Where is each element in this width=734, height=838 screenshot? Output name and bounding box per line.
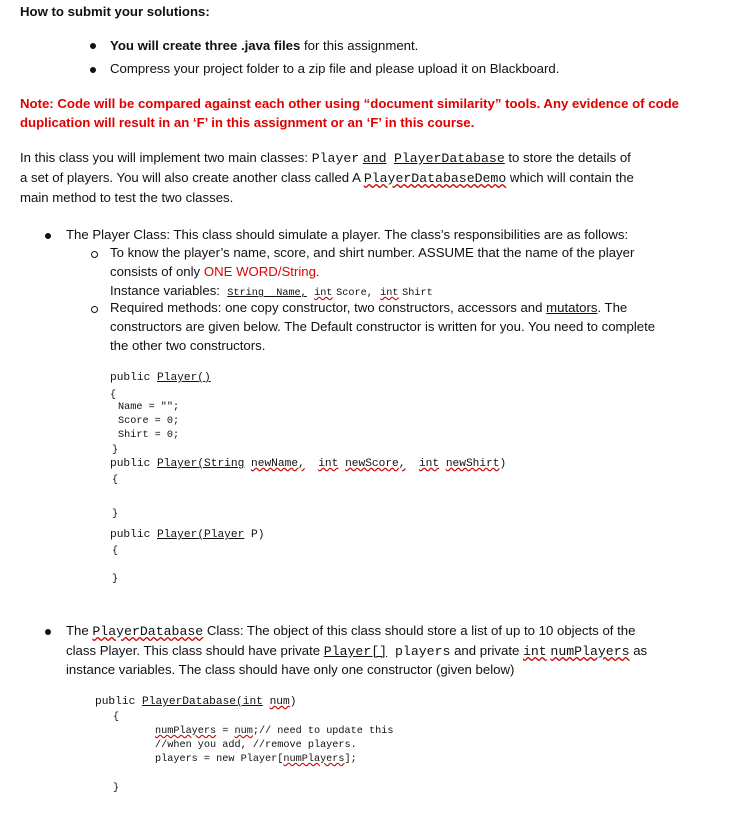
bullet-dot-icon [45, 629, 51, 635]
code-stmt: players = new Player[ [155, 754, 284, 765]
player-sub2-line3: the other two constructors. [110, 338, 266, 353]
code-signature: (int [236, 696, 263, 708]
code-type: int [418, 458, 440, 470]
code-brace: { [112, 475, 119, 486]
code-signature: (String [197, 458, 245, 470]
code-player: Player [311, 151, 360, 166]
code-paren: ) [499, 458, 507, 470]
intro-text: which will contain the [506, 170, 634, 185]
note-line-1: Note: Code will be compared against each other using “document similarity” tools. Any evidence of code [20, 96, 680, 111]
bullet-dot-icon [90, 67, 96, 73]
db-class-line-3: instance variables. The class should have only one constructor (given below) [66, 662, 515, 677]
code-stmt: ]; [344, 754, 357, 765]
code-arg: newScore, [345, 458, 406, 470]
db-text: class Player. This class should have private [66, 643, 324, 658]
sub2-text: . The [597, 300, 628, 315]
one-word-emphasis: ONE WORD/String. [203, 264, 320, 279]
code-playerdatabase: PlayerDatabase [92, 624, 204, 639]
db-text: Class: The object of this class should store a list of up to 10 objects of the [203, 623, 636, 638]
code-comment: ;// need to update this [252, 726, 394, 737]
code-type: int [318, 458, 339, 470]
code-int: int [522, 644, 547, 659]
code-line [155, 726, 393, 737]
code-line: Score = 0; [118, 416, 180, 427]
code-players: players [387, 644, 451, 659]
intro-line-1 [20, 150, 631, 166]
code-signature: Player [157, 458, 198, 470]
instance-variables-label: Instance variables: [110, 283, 220, 298]
bullet-dot-icon [90, 43, 96, 49]
iv-type: String [227, 288, 264, 299]
code-signature: (Player [197, 529, 245, 541]
submission-bullet-1-bold: You will create three .java files [110, 38, 301, 53]
player-sub1-line2 [110, 264, 320, 279]
code-numplayers: numPlayers [550, 644, 630, 659]
code-arg: newShirt [445, 458, 500, 470]
mutators-word: mutators [546, 300, 598, 315]
code-arg: num [269, 696, 290, 708]
code-arg: newName, [251, 458, 305, 470]
iv-name: Score, [336, 288, 373, 299]
db-text: and private [450, 643, 523, 658]
intro-text: In this class you will implement two main classes: [20, 150, 312, 165]
iv-type: int [380, 288, 399, 299]
submission-bullet-2: Compress your project folder to a zip file and please upload it on Blackboard. [110, 61, 560, 76]
code-var: num [234, 726, 253, 737]
code-paren: ) [289, 696, 297, 708]
player-sub2-line2: constructors are given below. The Default constructor is written for you. You need to complete [110, 319, 656, 334]
code-op: = [216, 726, 235, 737]
instance-variables-line [110, 283, 433, 299]
code-param: P) [244, 529, 265, 541]
player-sub2-line1 [110, 300, 627, 315]
db-text: as [629, 643, 648, 658]
code-keyword: public [110, 458, 151, 470]
player-class-title: The Player Class: This class should simulate a player. The class’s responsibilities are as follows: [66, 227, 629, 242]
submission-bullet-1-rest: for this assignment. [300, 38, 419, 53]
code-keyword: public [110, 372, 151, 384]
db-text: The [66, 623, 93, 638]
bullet-circle-icon [91, 251, 98, 258]
code-param-constructor [110, 458, 506, 470]
code-signature: Player() [157, 372, 211, 384]
code-copy-constructor [110, 529, 264, 541]
iv-name: Shirt [402, 288, 433, 299]
code-line: //when you add, //remove players. [155, 740, 357, 751]
code-keyword: public [110, 529, 151, 541]
code-keyword: public [95, 696, 136, 708]
code-brace: } [112, 509, 119, 520]
submission-bullet-1 [110, 38, 418, 53]
code-playerdatabasedemo: PlayerDatabaseDemo [363, 171, 507, 186]
code-signature: Player [157, 529, 198, 541]
code-var: numPlayers [283, 754, 345, 765]
intro-text: a set of players. You will also create another class called A [20, 170, 364, 185]
sub2-text: Required methods: one copy constructor, two constructors, accessors and [110, 300, 547, 315]
intro-text: to store the details of [504, 150, 631, 165]
db-class-line-1 [66, 623, 635, 639]
code-line: Name = ""; [118, 402, 180, 413]
code-brace: { [110, 390, 117, 401]
player-sub1-line1: To know the player’s name, score, and shirt number. ASSUME that the name of the player [110, 245, 635, 260]
code-brace: } [112, 445, 119, 456]
code-brace: { [113, 712, 120, 723]
code-signature: PlayerDatabase [142, 696, 237, 708]
code-line [155, 754, 357, 765]
code-var: numPlayers [155, 726, 217, 737]
code-and: and [362, 151, 387, 166]
code-brace: } [113, 783, 120, 794]
code-playerdatabase: PlayerDatabase [393, 151, 505, 166]
code-brace: { [112, 546, 119, 557]
code-player-array: Player[] [323, 644, 388, 659]
code-line: Shirt = 0; [118, 430, 180, 441]
code-brace: } [112, 574, 119, 585]
intro-line-3: main method to test the two classes. [20, 190, 234, 205]
bullet-dot-icon [45, 233, 51, 239]
code-db-constructor [95, 696, 296, 708]
db-class-line-2 [66, 643, 647, 659]
bullet-circle-icon [91, 306, 98, 313]
code-default-constructor [110, 372, 211, 384]
sub1-text: consists of only [110, 264, 204, 279]
iv-type: int [314, 288, 333, 299]
page-heading: How to submit your solutions: [20, 4, 210, 19]
note-line-2: duplication will result in an ‘F’ in this assignment or an ‘F’ in this course. [20, 115, 475, 130]
intro-line-2 [20, 170, 634, 186]
iv-name: Name, [276, 288, 307, 299]
